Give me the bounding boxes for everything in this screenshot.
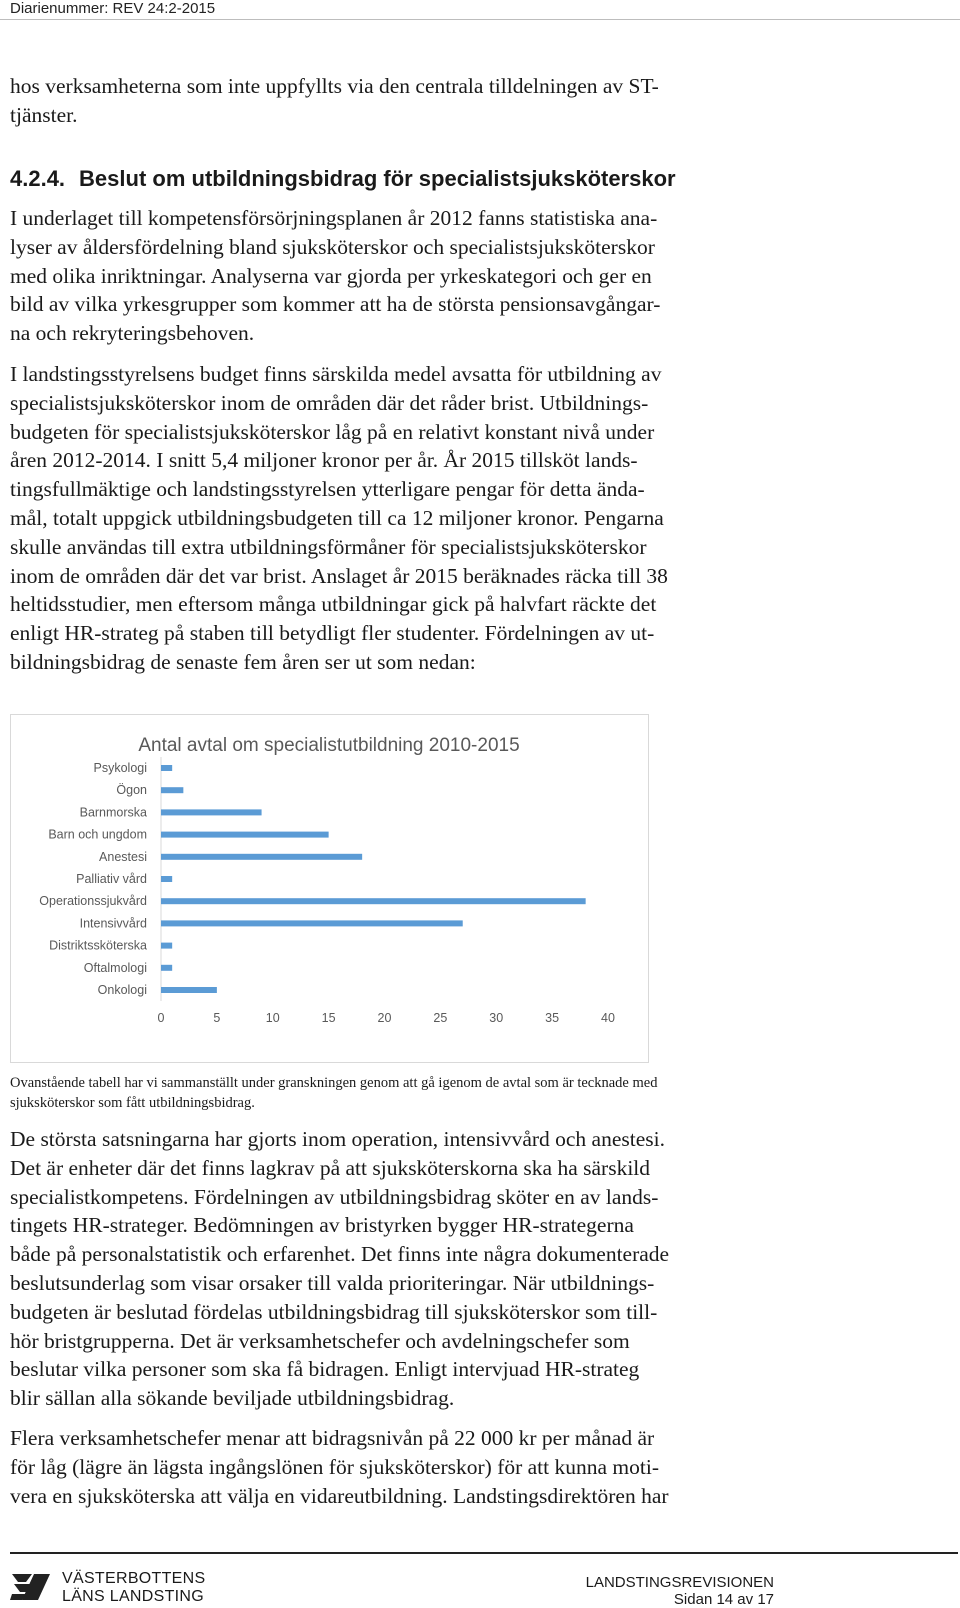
page-number: Sidan 14 av 17	[673, 1591, 774, 1608]
category-label: Barnmorska	[79, 805, 147, 820]
text-line: tingets HR-strateger. Bedömningen av bristyrken bygger HR-strategerna	[10, 1213, 634, 1238]
x-tick-label: 25	[433, 1011, 448, 1025]
text-line: beslutsunderlag som visar orsaker till valda prioriteringar. När utbildnings-	[10, 1270, 655, 1295]
footer-divider	[10, 1552, 958, 1554]
text-line: för låg (lägre än lägsta ingångslönen för sjuksköterskor) för att kunna moti-	[10, 1454, 659, 1479]
paragraph-4	[10, 1424, 790, 1510]
logo-line: LÄNS LANDSTING	[62, 1588, 205, 1605]
text-line: bild av vilka yrkesgrupper som kommer att ha de största pensionsavgångar-	[10, 292, 661, 317]
bar	[161, 809, 262, 815]
category-label: Onkologi	[97, 983, 147, 997]
text-line: med olika inriktningar. Analyserna var gjorda per yrkeskategori och ger en	[10, 263, 652, 288]
paragraph-1	[10, 204, 790, 348]
text-line: åren 2012-2014. I snitt 5,4 miljoner kronor per år. År 2015 tillsköt lands-	[10, 448, 638, 473]
section-heading	[10, 166, 676, 192]
text-line: Flera verksamhetschefer menar att bidragsnivån på 22 000 kr per månad är	[10, 1426, 655, 1450]
text-line: De största satsningarna har gjorts inom operation, intensivvård och anestesi.	[10, 1127, 665, 1151]
text-line: budgeten för specialistsjuksköterskor låg på en relativt konstant nivå under	[10, 419, 655, 444]
logo-line: VÄSTERBOTTENS	[62, 1570, 206, 1587]
chart-caption	[10, 1073, 810, 1113]
x-tick-label: 35	[545, 1011, 560, 1025]
category-label: Oftalmologi	[83, 960, 147, 975]
bar	[161, 943, 172, 949]
x-tick-label: 15	[321, 1011, 336, 1025]
category-label: Ögon	[116, 783, 147, 798]
text-line: I landstingsstyrelsens budget finns särskilda medel avsatta för utbildning av	[10, 362, 662, 386]
paragraph-2	[10, 360, 790, 677]
bar	[161, 898, 586, 904]
chart-title: Antal avtal om specialistutbildning 2010-2015	[138, 735, 520, 756]
bar	[161, 876, 172, 882]
text-line: skulle användas till extra utbildningsförmåner för specialistsjuksköterskor	[10, 534, 647, 559]
bar	[161, 987, 217, 993]
bar	[161, 765, 172, 771]
x-tick-label: 10	[265, 1011, 280, 1025]
page-header	[0, 0, 960, 20]
text-line: lyser av åldersfördelning bland sjuksköterskor och specialistsjuksköterskor	[10, 234, 655, 259]
text-line: I underlaget till kompetensförsörjningsplanen år 2012 fanns statistiska ana-	[10, 206, 658, 230]
text-line: mål, totalt uppgick utbildningsbudgeten till ca 12 miljoner kronor. Pengarna	[10, 505, 664, 530]
bar	[161, 854, 362, 860]
caption-line: Ovanstående tabell har vi sammanställt under granskningen genom att gå igenom de avtal som är tecknade med	[10, 1075, 658, 1091]
footer-org: LANDSTINGSREVISIONEN	[585, 1574, 774, 1591]
category-label: Operationssjukvård	[39, 894, 147, 909]
paragraph-3	[10, 1125, 790, 1413]
footer-meta	[586, 1574, 774, 1608]
x-tick-label: 5	[213, 1011, 221, 1025]
bar	[161, 920, 463, 926]
bar	[161, 787, 183, 793]
x-tick-label: 30	[489, 1011, 504, 1025]
diarienummer: Diarienummer: REV 24:2-2015	[10, 0, 216, 17]
header-divider	[0, 19, 960, 20]
text-line: specialistkompetens. Fördelningen av utbildningsbidrag sköter en av lands-	[10, 1184, 659, 1209]
category-label: Intensivvård	[79, 916, 147, 931]
text-line: blir sällan alla sökande beviljade utbildningsbidrag.	[10, 1386, 455, 1411]
text-line: inom de områden där det var brist. Anslaget år 2015 beräknades räcka till 38	[10, 563, 668, 588]
bar-chart	[10, 714, 649, 1063]
section-number: 4.2.4.	[10, 166, 66, 191]
text-line: heltidsstudier, men eftersom många utbildningar gick på halvfart räckte det	[10, 592, 657, 617]
category-label: Palliativ vård	[76, 872, 147, 886]
section-title: Beslut om utbildningsbidrag för specialistsjuksköterskor	[79, 166, 676, 191]
text-line: tjänster.	[10, 102, 78, 127]
text-line: vera en sjuksköterska att välja en vidareutbildning. Landstingsdirektören har	[10, 1483, 669, 1508]
intro-paragraph	[10, 72, 790, 130]
bar	[161, 832, 329, 838]
landsting-logo-icon	[10, 1570, 52, 1604]
text-line: Det är enheter där det finns lagkrav på att sjuksköterskorna ska ha särskild	[10, 1155, 651, 1180]
logo-wordmark	[62, 1570, 205, 1606]
text-line: hos verksamheterna som inte uppfyllts via den centrala tilldelningen av ST-	[10, 74, 659, 98]
category-label: Psykologi	[93, 761, 147, 775]
bar	[161, 965, 172, 971]
caption-line: sjuksköterskor som fått utbildningsbidrag.	[10, 1095, 255, 1111]
category-label: Anestesi	[99, 849, 147, 864]
text-line: enligt HR-strateg på staben till betydligt fler studenter. Fördelningen av ut-	[10, 621, 655, 646]
x-tick-label: 0	[157, 1011, 165, 1025]
category-label: Barn och ungdom	[48, 827, 147, 842]
text-line: hör bristgrupperna. Det är verksamhetschefer och avdelningschefer som	[10, 1328, 630, 1353]
text-line: budgeten är beslutad fördelas utbildningsbidrag till sjuksköterskor som till-	[10, 1299, 658, 1324]
x-tick-label: 40	[601, 1011, 615, 1025]
text-line: tingsfullmäktige och landstingsstyrelsen ytterligare pengar för detta ända-	[10, 477, 645, 502]
category-label: Distriktssköterska	[49, 938, 147, 953]
text-line: na och rekryteringsbehoven.	[10, 321, 255, 346]
text-line: beslutar vilka personer som ska få bidragen. Enligt intervjuad HR-strateg	[10, 1357, 640, 1382]
text-line: bildningsbidrag de senaste fem åren ser ut som nedan:	[10, 649, 476, 674]
text-line: både på personalstatistik och erfarenhet. Det finns inte några dokumenterade	[10, 1242, 670, 1267]
text-line: specialistsjuksköterskor inom de områden där det råder brist. Utbildnings-	[10, 390, 649, 415]
x-tick-label: 20	[377, 1011, 392, 1025]
chart-canvas	[11, 715, 648, 1062]
